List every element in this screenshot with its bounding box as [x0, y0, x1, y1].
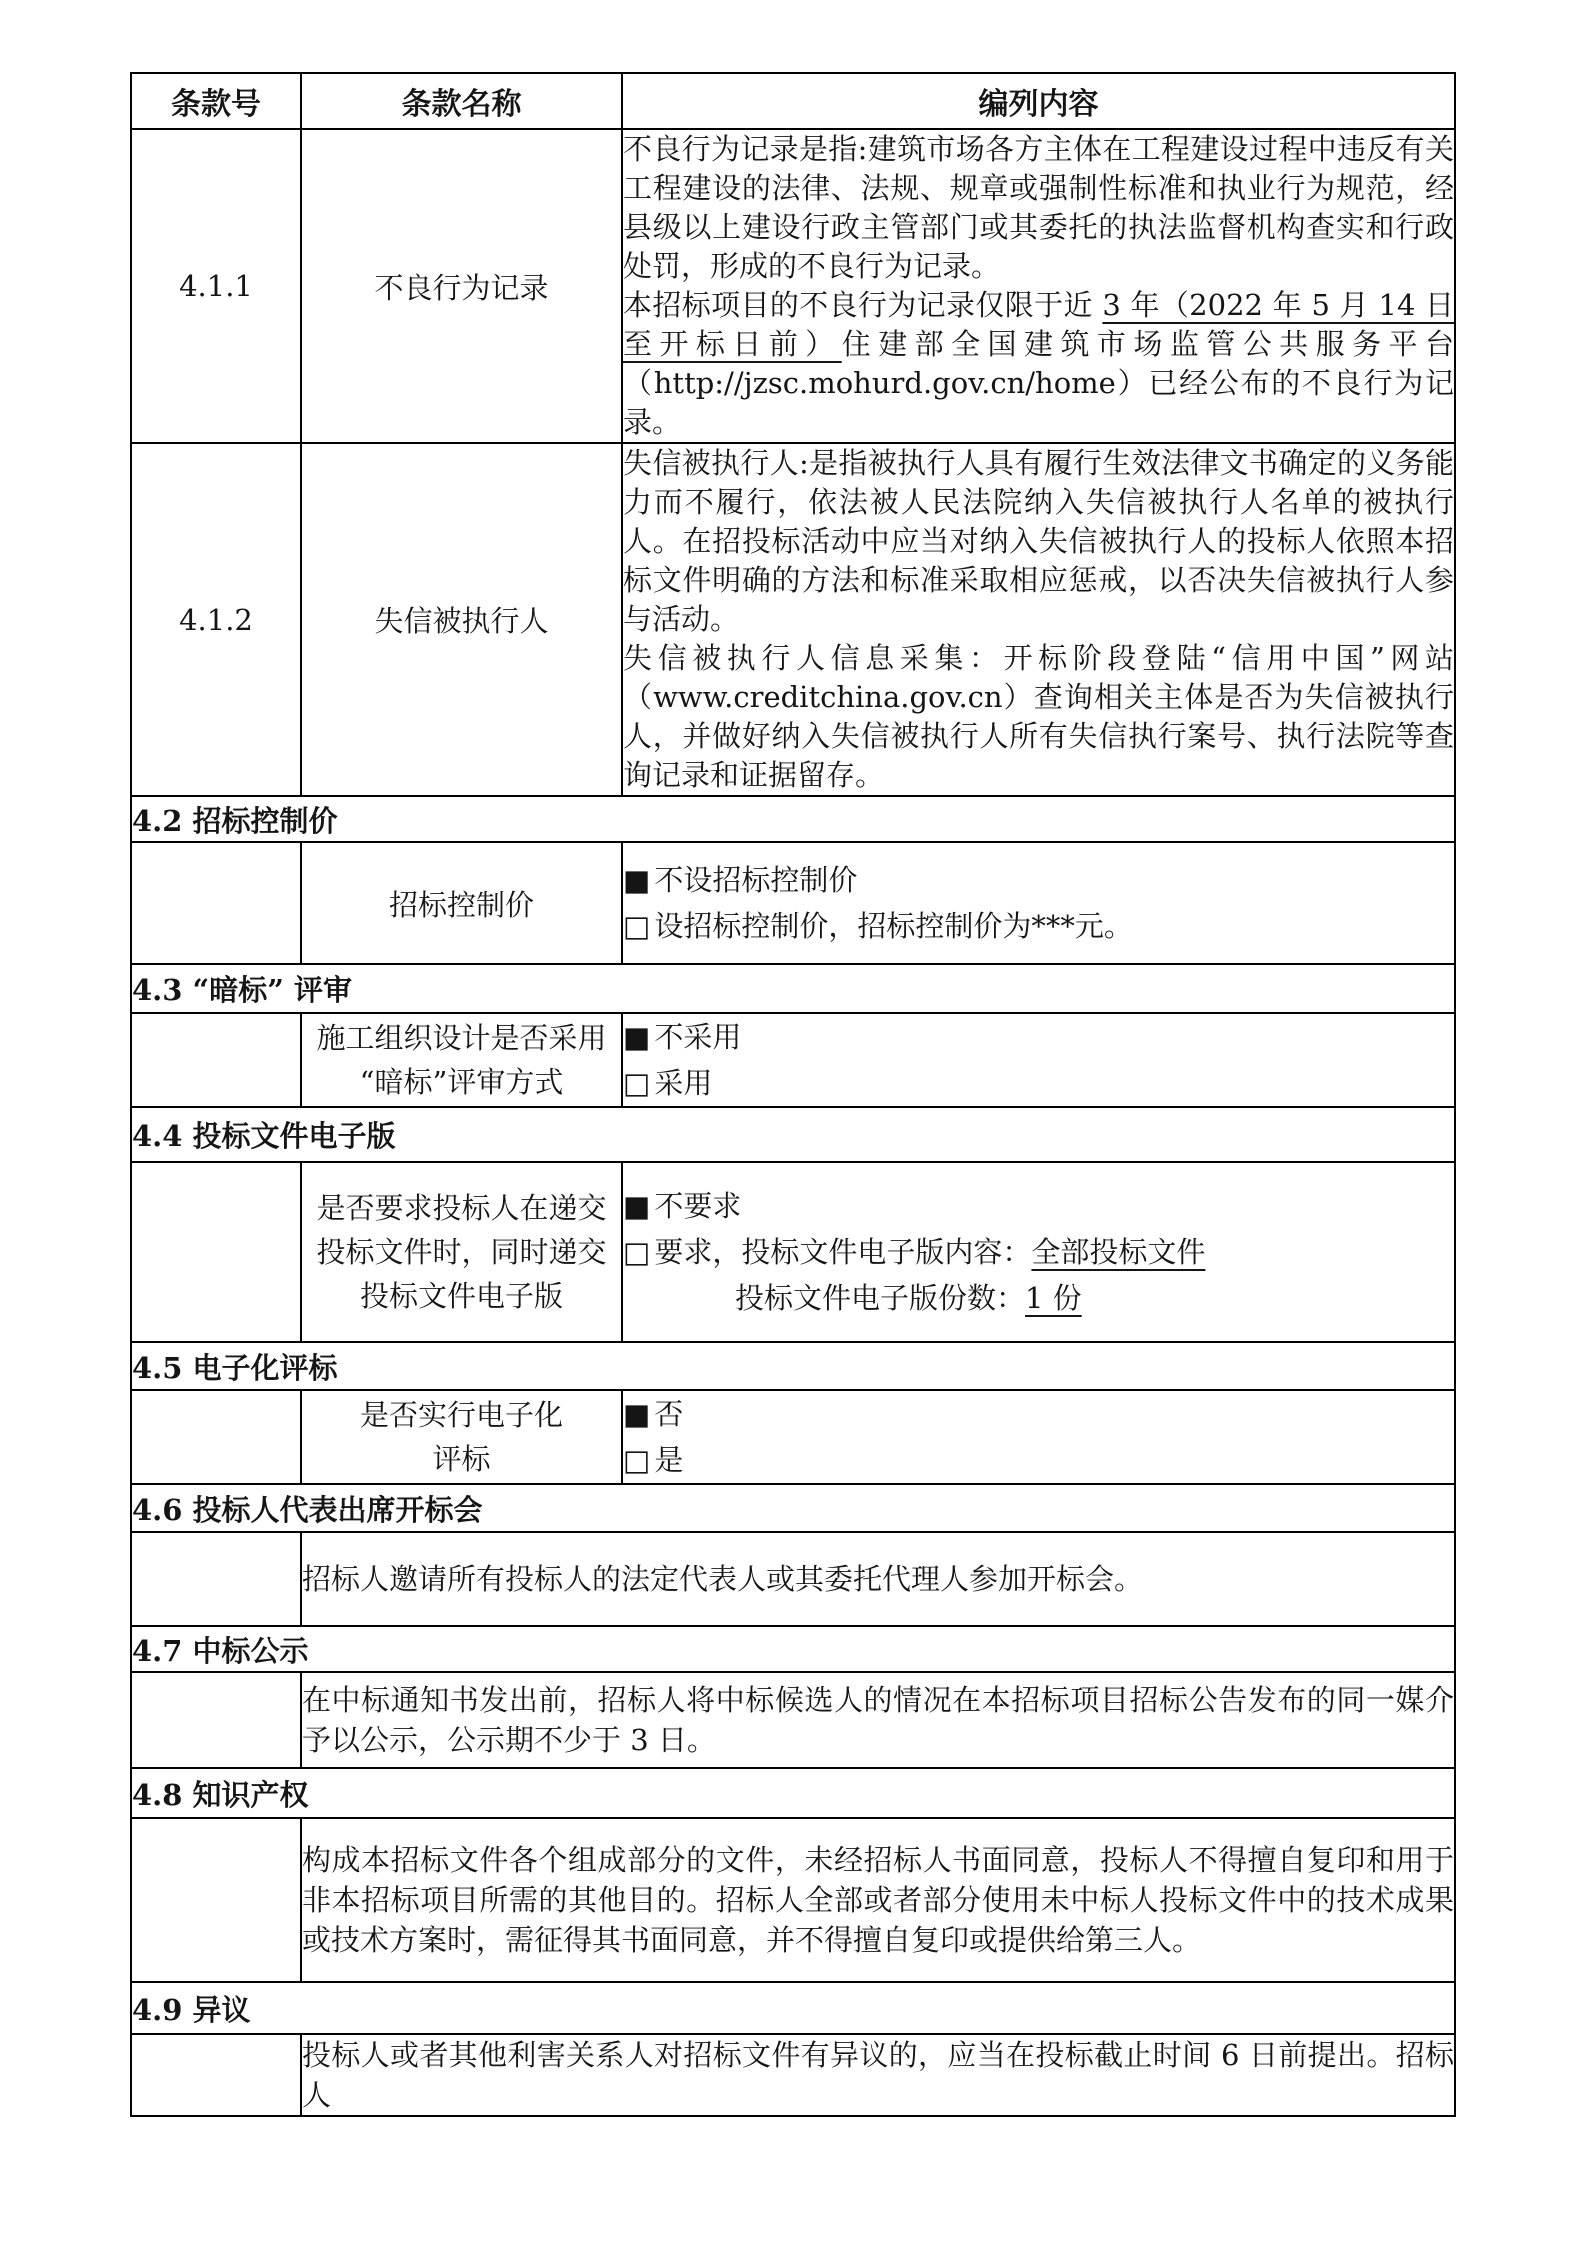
p2-prefix: 本招标项目的不良行为记录仅限于近: [623, 288, 1103, 322]
section-row-4-7: [131, 1626, 1455, 1672]
clauses-table: [130, 72, 1456, 2117]
content-4-8-text: 构成本招标文件各个组成部分的文件，未经招标人书面同意，投标人不得擅自复印和用于非本招标项目所需的其他目的。招标人全部或者部分使用未中标人投标文件中的技术成果或技术方案时，需征得其书面同意，并不得擅自复印或提供给第三人。: [302, 1843, 1454, 1957]
clause-4-1-1-paragraph-1: 不良行为记录是指:建筑市场各方主体在工程建设过程中违反有关工程建设的法律、法规、规章或强制性标准和执业行为规范，经县级以上建设行政主管部门或其委托的执法监督机构查实和行政处罚，形成的不良行为记录。: [623, 132, 1454, 283]
checkbox-checked-icon: ■: [623, 1020, 651, 1054]
clause-no-4-1-1: 4.1.1: [131, 129, 301, 443]
option-set-control-price: [623, 903, 1454, 949]
row-4-1-2: [131, 443, 1455, 796]
p2-underlined-date-range: 3 年（2022 年 5 月 14 日至开标日前）: [623, 288, 1454, 361]
table-header-row: [131, 73, 1455, 129]
checkbox-checked-icon: ■: [623, 863, 651, 897]
section-row-4-3: [131, 964, 1455, 1013]
row-4-9-content: [131, 2034, 1455, 2116]
empty-clause-no-4-5: [131, 1390, 301, 1484]
content-4-6-text: 招标人邀请所有投标人的法定代表人或其委托代理人参加开标会。: [302, 1562, 1144, 1596]
checkbox-checked-icon: ■: [623, 1189, 651, 1223]
section-row-4-8: [131, 1768, 1455, 1818]
section-title-4-7: 4.7 中标公示: [131, 1626, 1455, 1672]
clause-4-1-1-paragraph-2: [623, 286, 1454, 442]
clause-name-4-1-1: 不良行为记录: [301, 129, 622, 443]
checkbox-unchecked-icon: □: [623, 909, 651, 943]
content-4-9: [301, 2034, 1455, 2116]
option-not-required: [623, 1183, 1454, 1229]
option-label: 不设招标控制价: [654, 863, 858, 897]
section-title-4-2: 4.2 招标控制价: [131, 796, 1455, 842]
option-label: 要求，投标文件电子版内容：: [654, 1235, 1032, 1269]
label-4-3-line1: 施工组织设计是否采用: [316, 1021, 607, 1055]
label-4-4-line1: 是否要求投标人在递交: [316, 1191, 607, 1225]
options-4-2: [622, 842, 1455, 964]
row-4-3-content: [131, 1013, 1455, 1107]
section-title-4-4: 4.4 投标文件电子版: [131, 1107, 1455, 1162]
option-no: [623, 1391, 1454, 1437]
option-label: 不要求: [654, 1189, 742, 1223]
option-label: 采用: [654, 1066, 713, 1100]
empty-clause-no-4-2: [131, 842, 301, 964]
empty-clause-no-4-4: [131, 1162, 301, 1342]
section-title-4-5: 4.5 电子化评标: [131, 1342, 1455, 1390]
header-clause-name: 条款名称: [301, 73, 622, 129]
option-adopt: [623, 1060, 1454, 1106]
clause-4-1-2-paragraph-1: 失信被执行人:是指被执行人具有履行生效法律文书确定的义务能力而不履行，依法被人民法院纳入失信被执行人名单的被执行人。在招投标活动中应当对纳入失信被执行人的投标人依照本招标文件明确的方法和标准采取相应惩戒，以否决失信被执行人参与活动。: [623, 446, 1454, 636]
electronic-content-value: 全部投标文件: [1031, 1235, 1206, 1269]
options-4-5: [622, 1390, 1455, 1484]
electronic-copies-line: [735, 1275, 1454, 1321]
label-4-4-line3: 投标文件电子版: [359, 1279, 563, 1313]
header-content: 编列内容: [622, 73, 1455, 129]
option-label: 是: [654, 1443, 684, 1477]
label-4-4-line2: 投标文件时，同时递交: [316, 1235, 607, 1269]
clause-no-4-1-2: 4.1.2: [131, 443, 301, 796]
row-4-1-1: [131, 129, 1455, 443]
row-4-5-content: [131, 1390, 1455, 1484]
content-4-9-text: 投标人或者其他利害关系人对招标文件有异议的，应当在投标截止时间 6 日前提出。招标人: [302, 2038, 1454, 2112]
option-label: 设招标控制价，招标控制价为***元。: [654, 909, 1133, 943]
option-no-control-price: [623, 857, 1454, 903]
empty-clause-no-4-3: [131, 1013, 301, 1107]
label-4-3-line2: “暗标”评审方式: [359, 1065, 564, 1099]
header-clause-no: 条款号: [131, 73, 301, 129]
label-4-5: [301, 1390, 622, 1484]
section-row-4-4: [131, 1107, 1455, 1162]
content-4-7-text: 在中标通知书发出前，招标人将中标候选人的情况在本招标项目招标公告发布的同一媒介予以公示，公示期不少于 3 日。: [302, 1683, 1454, 1757]
label-4-3: [301, 1013, 622, 1107]
section-row-4-2: [131, 796, 1455, 842]
empty-clause-no-4-9: [131, 2034, 301, 2116]
row-4-7-content: [131, 1672, 1455, 1768]
row-4-2-content: [131, 842, 1455, 964]
empty-clause-no-4-6: [131, 1532, 301, 1626]
content-4-8: [301, 1818, 1455, 1982]
checkbox-unchecked-icon: □: [623, 1443, 651, 1477]
option-required: [623, 1229, 1454, 1275]
p2-suffix: 住建部全国建筑市场监管公共服务平台（http://jzsc.mohurd.gov.cn/home）已经公布的不良行为记录。: [623, 327, 1454, 439]
section-title-4-9: 4.9 异议: [131, 1982, 1455, 2034]
clause-4-1-2-paragraph-2: 失信被执行人信息采集：开标阶段登陆“信用中国”网站（www.creditchina.gov.cn）查询相关主体是否为失信被执行人，并做好纳入失信被执行人所有失信执行案号、执行法院等查询记录和证据留存。: [623, 641, 1454, 792]
option-label: 否: [654, 1397, 684, 1431]
checkbox-checked-icon: ■: [623, 1397, 651, 1431]
option-label: 不采用: [654, 1020, 742, 1054]
clause-content-4-1-2: [622, 443, 1455, 796]
label-4-4: [301, 1162, 622, 1342]
checkbox-unchecked-icon: □: [623, 1066, 651, 1100]
clause-content-4-1-1: [622, 129, 1455, 443]
empty-clause-no-4-8: [131, 1818, 301, 1982]
copies-label: 投标文件电子版份数：: [735, 1281, 1026, 1315]
section-row-4-5: [131, 1342, 1455, 1390]
section-title-4-8: 4.8 知识产权: [131, 1768, 1455, 1818]
section-row-4-6: [131, 1484, 1455, 1532]
row-4-4-content: [131, 1162, 1455, 1342]
content-4-6: [301, 1532, 1455, 1626]
section-row-4-9: [131, 1982, 1455, 2034]
label-4-2: 招标控制价: [301, 842, 622, 964]
options-4-4: [622, 1162, 1455, 1342]
options-4-3: [622, 1013, 1455, 1107]
label-4-5-line1: 是否实行电子化: [359, 1398, 563, 1432]
option-yes: [623, 1437, 1454, 1483]
clause-name-4-1-2: 失信被执行人: [301, 443, 622, 796]
content-4-7: [301, 1672, 1455, 1768]
row-4-8-content: [131, 1818, 1455, 1982]
label-4-5-line2: 评标: [432, 1442, 491, 1476]
copies-value: 1 份: [1025, 1281, 1082, 1315]
section-title-4-6: 4.6 投标人代表出席开标会: [131, 1484, 1455, 1532]
checkbox-unchecked-icon: □: [623, 1235, 651, 1269]
empty-clause-no-4-7: [131, 1672, 301, 1768]
section-title-4-3: 4.3 “暗标” 评审: [131, 964, 1455, 1013]
row-4-6-content: [131, 1532, 1455, 1626]
option-not-adopt: [623, 1014, 1454, 1060]
